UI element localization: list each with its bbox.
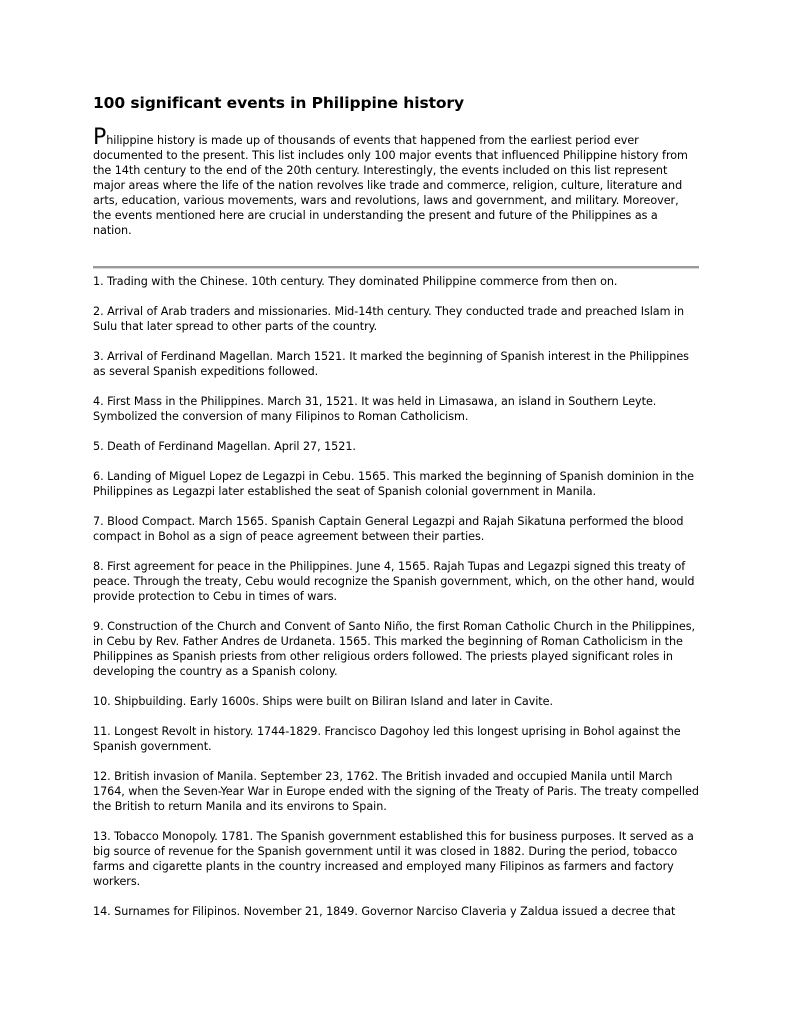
- event-item: 6. Landing of Miguel Lopez de Legazpi in Cebu. 1565. This marked the beginning of Spanish dominion in the Philippines as Legazpi later established the seat of Spanish colonial government in Manila.: [93, 470, 695, 498]
- event-item: 12. British invasion of Manila. September 23, 1762. The British invaded and occupied Manila until March 1764, when the Seven-Year War in Europe ended with the signing of the Treaty of Paris. The treaty compelled the British to return Manila and its environs to Spain.: [93, 770, 699, 813]
- section-divider: [93, 266, 699, 269]
- event-item: 10. Shipbuilding. Early 1600s. Ships were built on Biliran Island and later in Cavite.: [93, 695, 553, 708]
- document-title: 100 significant events in Philippine history: [93, 94, 464, 112]
- event-item: 11. Longest Revolt in history. 1744-1829. Francisco Dagohoy led this longest uprising in Bohol against the Spanish government.: [93, 725, 681, 753]
- event-item: 7. Blood Compact. March 1565. Spanish Captain General Legazpi and Rajah Sikatuna performed the blood compact in Bohol as a sign of peace agreement between their parties.: [93, 515, 684, 543]
- event-list: [93, 274, 699, 919]
- event-item: 13. Tobacco Monopoly. 1781. The Spanish government established this for business purposes. It served as a big source of revenue for the Spanish government until it was closed in 1882. During the period, tobacco farms and cigarette plants in the country increased and employed many Filipinos as farmers and factory workers.: [93, 830, 694, 888]
- intro-paragraph: [93, 125, 699, 238]
- event-item: 8. First agreement for peace in the Philippines. June 4, 1565. Rajah Tupas and Legazpi signed this treaty of peace. Through the treaty, Cebu would recognize the Spanish government, which, on the other hand, would provide protection to Cebu in times of wars.: [93, 560, 695, 603]
- event-item: 4. First Mass in the Philippines. March 31, 1521. It was held in Limasawa, an island in Southern Leyte. Symbolized the conversion of many Filipinos to Roman Catholicism.: [93, 395, 657, 423]
- event-item: 2. Arrival of Arab traders and missionaries. Mid-14th century. They conducted trade and preached Islam in Sulu that later spread to other parts of the country.: [93, 305, 685, 333]
- document-page: [93, 93, 699, 934]
- event-item: 5. Death of Ferdinand Magellan. April 27, 1521.: [93, 440, 356, 453]
- event-item: 3. Arrival of Ferdinand Magellan. March 1521. It marked the beginning of Spanish interest in the Philippines as several Spanish expeditions followed.: [93, 350, 689, 378]
- event-item: 9. Construction of the Church and Convent of Santo Niño, the first Roman Catholic Church in the Philippines, in Cebu by Rev. Father Andres de Urdaneta. 1565. This marked the beginning of Roman Catholicism in the Philippines as Spanish priests from other religious orders followed. The priests played significant roles in developing the country as a Spanish colony.: [93, 620, 696, 678]
- event-item: 1. Trading with the Chinese. 10th century. They dominated Philippine commerce from then on.: [93, 275, 618, 288]
- intro-text: hilippine history is made up of thousands of events that happened from the earliest period ever documented to the present. This list includes only 100 major events that influenced Philippine history from the 14th century to the end of the 20th century. Interestingly, the events included on this list represent major areas where the life of the nation revolves like trade and commerce, religion, culture, literature and arts, education, various movements, wars and revolutions, laws and government, and military. Moreover, the events mentioned here are crucial in understanding the present and future of the Philippines as a nation.: [93, 134, 688, 237]
- event-item: 14. Surnames for Filipinos. November 21, 1849. Governor Narciso Claveria y Zaldua issued a decree that: [93, 905, 676, 918]
- intro-dropcap: P: [93, 125, 107, 150]
